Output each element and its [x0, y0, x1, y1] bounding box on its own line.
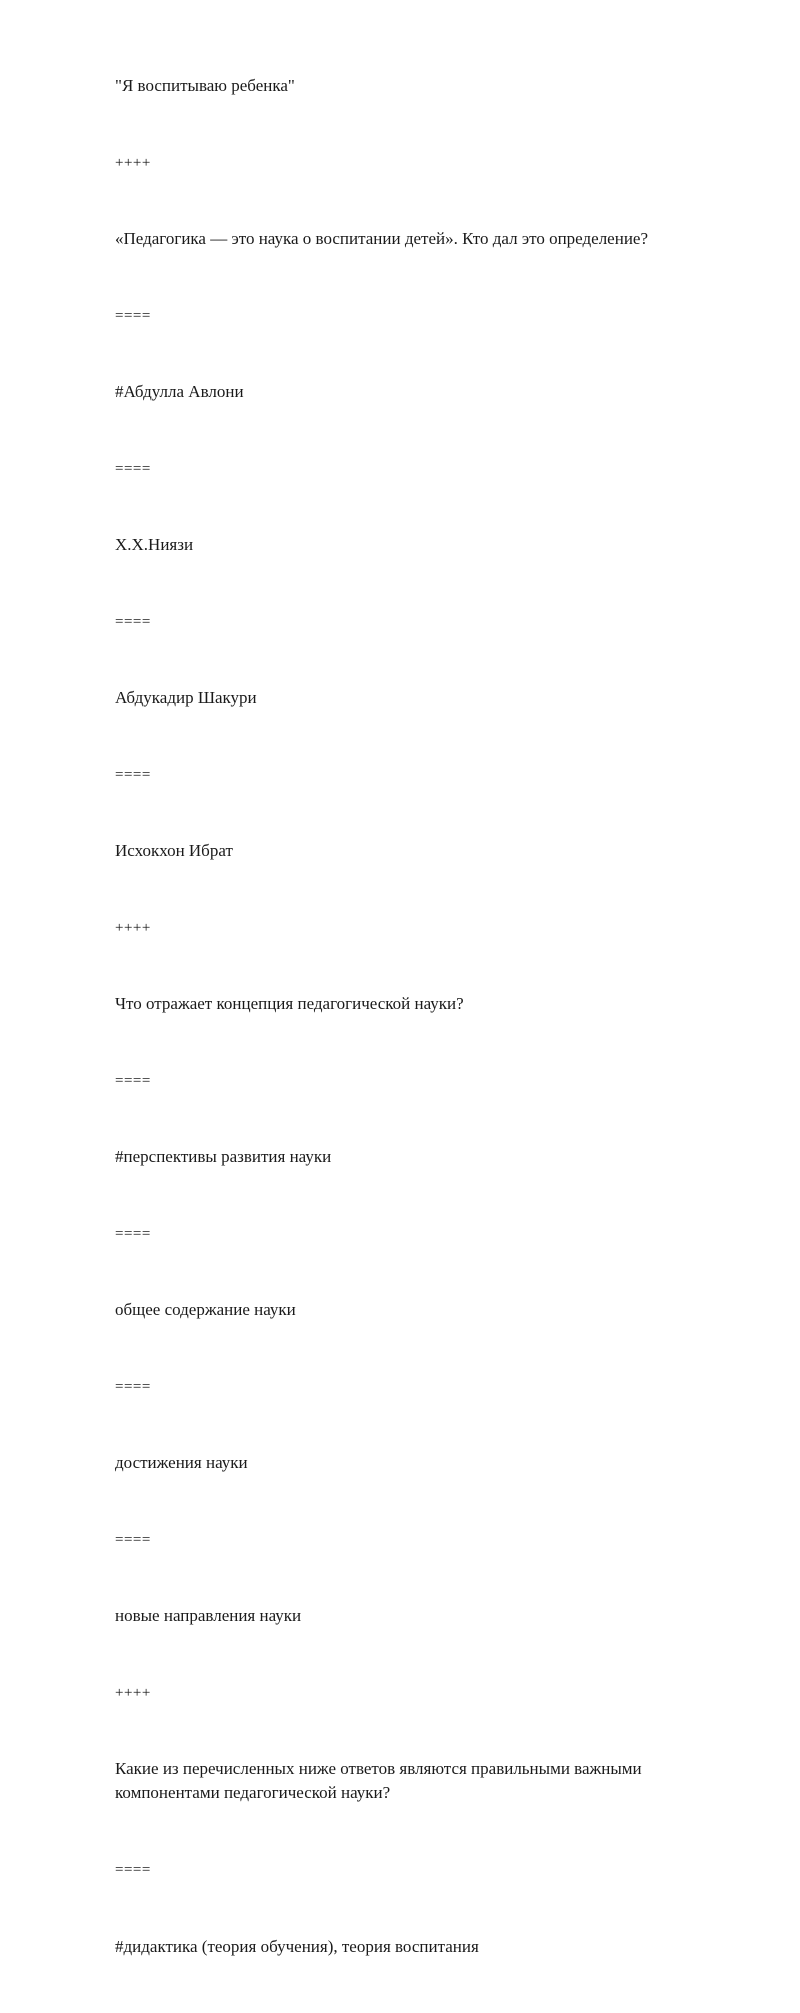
- question-separator: ++++: [115, 1684, 151, 1701]
- option-text: #перспективы развития науки: [115, 1147, 332, 1166]
- option-separator: ====: [115, 1072, 151, 1089]
- document-body: [115, 76, 715, 2013]
- question-separator: ++++: [115, 919, 151, 936]
- option-separator: ====: [115, 1225, 151, 1242]
- option-text: достижения науки: [115, 1453, 248, 1472]
- option-text: Абдукадир Шакури: [115, 688, 257, 707]
- question-text: Что отражает концепция педагогической науки?: [115, 994, 464, 1013]
- option-text: общее содержание науки: [115, 1300, 296, 1319]
- option-text: #Абдулла Авлони: [115, 382, 244, 401]
- option-text: Исхокхон Ибрат: [115, 841, 233, 860]
- option-text: Х.Х.Ниязи: [115, 535, 194, 554]
- option-separator: ====: [115, 307, 151, 324]
- option-separator: ====: [115, 1378, 151, 1395]
- option-separator: ====: [115, 1862, 151, 1878]
- option-separator: ====: [115, 766, 151, 783]
- question-text: «Педагогика — это наука о воспитании детей». Кто дал это определение?: [115, 229, 649, 248]
- option-text: #дидактика (теория обучения), теория воспитания: [115, 1936, 479, 1956]
- option-text: новые направления науки: [115, 1606, 302, 1625]
- option-separator: ====: [115, 460, 151, 477]
- option-separator: ====: [115, 1531, 151, 1548]
- heading-quote: "Я воспитываю ребенка": [115, 76, 295, 95]
- option-separator: ====: [115, 613, 151, 630]
- question-text: Какие из перечисленных ниже ответов являются правильными важными компонентами педагогической науки?: [115, 1759, 642, 1802]
- question-separator: ++++: [115, 154, 151, 171]
